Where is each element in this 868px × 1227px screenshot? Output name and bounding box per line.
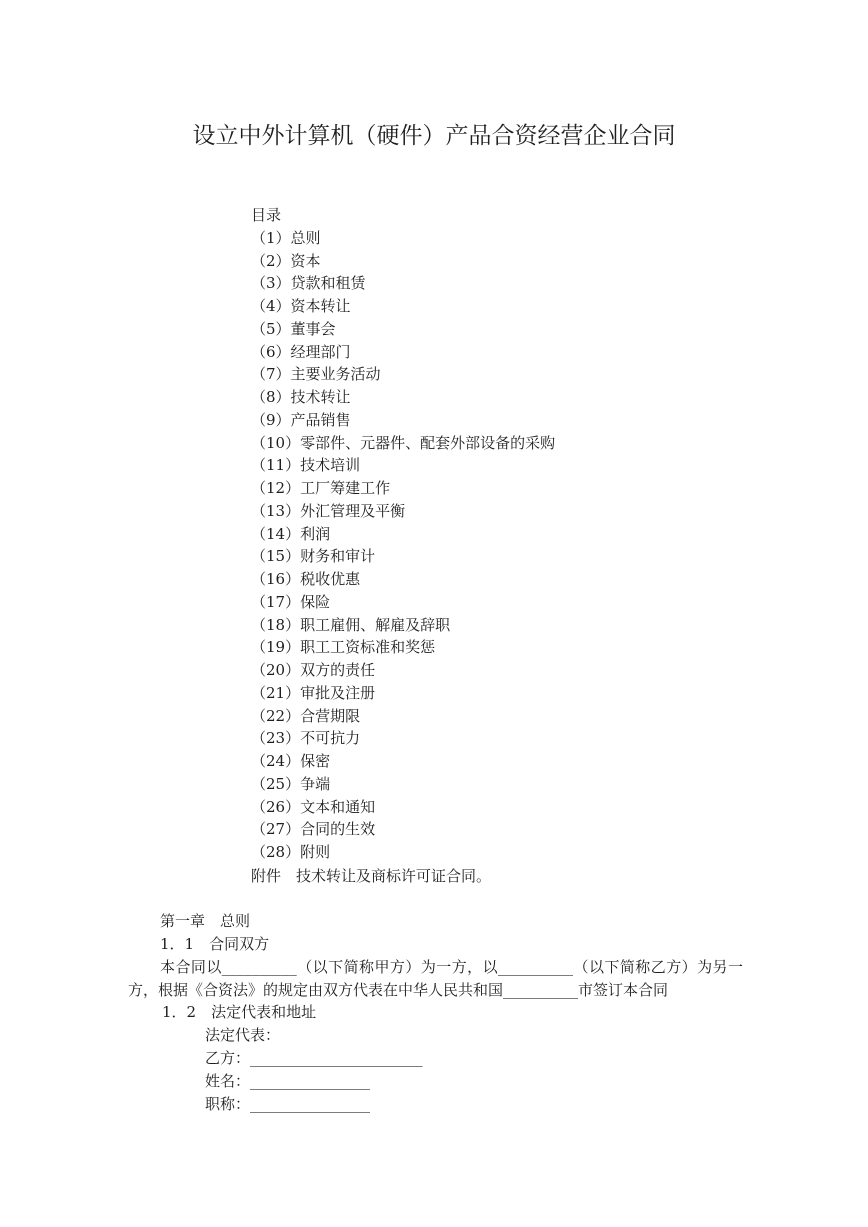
- toc-item: （28）附则: [251, 843, 331, 861]
- toc-item: （21）审批及注册: [251, 683, 376, 702]
- toc-item: （15）财务和审计: [251, 547, 376, 566]
- chapter-1-heading: 第一章 总则: [160, 912, 251, 930]
- toc-item: （26）文本和通知: [251, 797, 376, 816]
- toc-item: （22）合营期限: [251, 706, 361, 725]
- toc-item: （8）技术转让: [251, 388, 351, 406]
- toc-item: （25）争端: [251, 774, 331, 793]
- toc-item: （3）贷款和租赁: [251, 274, 366, 293]
- toc-item: （19）职工工资标准和奖惩: [251, 638, 436, 657]
- toc-item: （27）合同的生效: [251, 820, 376, 839]
- paragraph-line-2: 方，根据《合资法》的规定由双方代表在中华人民共和国__________市签订本合同: [128, 981, 669, 999]
- toc-item: （10）零部件、元器件、配套外部设备的采购: [251, 433, 556, 452]
- toc-item: （12）工厂筹建工作: [251, 479, 391, 497]
- toc-heading: 目录: [251, 206, 282, 224]
- toc-item: （23）不可抗力: [251, 729, 361, 748]
- toc-item: （5）董事会: [251, 319, 336, 338]
- toc-item: （7）主要业务活动: [251, 365, 381, 384]
- toc-item: （18）职工雇佣、解雇及辞职: [251, 615, 451, 634]
- toc-item: （11）技术培训: [251, 456, 361, 475]
- toc-item: （16）税收优惠: [251, 570, 361, 588]
- toc-item: （2）资本: [251, 251, 321, 270]
- section-1-1-heading: 1．1 合同双方: [160, 935, 270, 953]
- toc-appendix: 附件 技术转让及商标许可证合同。: [251, 866, 492, 885]
- toc-item: （9）产品销售: [251, 410, 351, 429]
- party-b-field: 乙方：_______________________: [205, 1049, 423, 1067]
- toc-item: （6）经理部门: [251, 342, 351, 361]
- toc-item: （4）资本转让: [251, 297, 351, 315]
- name-field: 姓名：________________: [205, 1072, 371, 1090]
- toc-item: （24）保密: [251, 752, 331, 770]
- document-title: 设立中外计算机（硬件）产品合资经营企业合同: [192, 123, 676, 149]
- toc-item-list: [251, 227, 555, 864]
- position-field: 职称：________________: [205, 1095, 371, 1113]
- toc-item: （1）总则: [251, 228, 321, 247]
- legal-representative-label: 法定代表：: [205, 1026, 281, 1044]
- toc-item: （20）双方的责任: [251, 661, 376, 679]
- table-of-contents: [251, 204, 555, 888]
- paragraph-line-1: 本合同以__________（以下简称甲方）为一方，以__________（以下简称乙方）为另一: [160, 958, 743, 976]
- section-1-2-heading: 1．2 法定代表和地址: [162, 1003, 317, 1021]
- toc-item: （13）外汇管理及平衡: [251, 501, 406, 520]
- toc-item: （17）保险: [251, 592, 331, 611]
- toc-item: （14）利润: [251, 524, 331, 543]
